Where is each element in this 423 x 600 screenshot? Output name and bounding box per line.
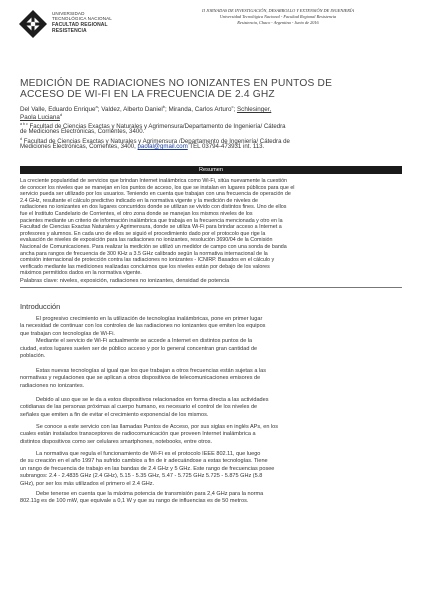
body-line: cotidianas de las personas próximas al cuerpo humano, es necesario el control de los niveles de <box>20 404 258 411</box>
email-link[interactable]: paolal@gmail.com <box>137 143 188 150</box>
abstract-line: verificado mediante las mediciones realizadas concluimos que los niveles están por debajo de los valores <box>20 263 270 270</box>
abstract-heading: Resumen <box>20 166 402 174</box>
body-line: Debe tenerse en cuenta que la máxima potencia de transmisión para 2,4 GHz para la norma <box>36 491 264 497</box>
abstract-line: fue el Instituto Candelario de Corrientes, el otro zona donde se manejan los mismos niveles de los <box>20 211 253 217</box>
abstract-line: evaluación de niveles de exposición para las radiaciones no ionizantes, resolución 3690/04 de la Comisión <box>20 237 273 244</box>
body-line: Mediante el servicio de Wi-Fi actualmente se accede a Internet en distintos puntos de la <box>36 338 253 345</box>
affiliation-1-cont: de Mediciones Electrónicas, Corrientes, 3400. <box>20 128 145 135</box>
paper-title-line: ACCESO DE WI-FI EN LA FRECUENCIA DE 2.4 GHZ <box>20 89 275 100</box>
abstract-line: pacientes mediante un criterio de información inalámbrica que trabaja en la frecuencia mencionada y otro en la <box>20 217 283 224</box>
abstract-line: Facultad de Ciencias Exactas Naturales y Agrimensura, donde se utiliza Wi-Fi para brindar acceso a Internet a <box>20 224 282 231</box>
body-line: cuales están instalados transceptores de radiocomunicación que proveen Internet inalámbrica a <box>20 431 256 438</box>
body-line: Debido al uso que se le da a estos dispositivos relacionados en forma directa a las actividades <box>36 397 269 403</box>
affiliation-2: $^d$ Facultad de Ciencias Exactas y Naturales y Agrimensura /Departamento de Ingeniería/ Cátedra de <box>20 137 290 146</box>
body-line: población. <box>20 353 46 359</box>
conference-line: II JORNADAS DE INVESTIGACIÓN, DESARROLLO Y EXTENSIÓN DE INGENIERÍA <box>202 8 354 13</box>
paper-title-line: MEDICIÓN DE RADIACIONES NO IONIZANTES EN PUNTOS DE <box>20 78 333 89</box>
body-line: distintos dispositivos como ser celulares smartphones, notebooks, entre otros. <box>20 438 213 445</box>
body-line: normativas y regulaciones que se aplican a otros dispositivos de telecomunicaciones emisores de <box>20 375 261 382</box>
section-heading: Introducción <box>20 302 61 311</box>
body-line: 802.11g es de 100 mW, que equivale a 0,1 W y que su rango de influencias es de 50 metros. <box>20 498 249 505</box>
institution-line: TECNOLÓGICA NACIONAL <box>52 16 112 21</box>
affiliation-1: $^{a b c}$ Facultad de Ciencias Exactas y Naturales y Agrimensura/Departamento de Ingeniería/ Cátedra <box>20 122 286 131</box>
faculty-line: RESISTENCIA <box>52 28 87 34</box>
keywords: Palabras clave: niveles, exposición, radiaciones no ionizantes, densidad de potencia <box>20 278 230 284</box>
authors-cont: Paola Luciana$^d$ <box>20 112 63 122</box>
abstract-line: de conocer los niveles que se manejan en los puntos de acceso, los que se instalan en lugares públicos para que el <box>20 184 295 191</box>
abstract-line: radiaciones no ionizantes en dos lugares concurridos donde se utilizan se vivido con distintos fines. Uno de ellos <box>20 204 287 211</box>
abstract-line: Nacional de Comunicaciones. Para realizar la medición se utilizó un medidor de campo con una sonda de banda <box>20 244 287 250</box>
body-line: la necesidad de continuar con los controles de las radiaciones no ionizantes que emiten los equipos <box>20 323 266 330</box>
conference-line: Universidad Tecnológica Nacional - Facultad Regional Resistencia <box>219 14 337 19</box>
university-logo <box>18 9 48 39</box>
abstract-line: servicio pueda ser utilizado por los usuarios. Teniendo en cuenta que trabajan con una frecuencia de operación de <box>20 191 291 198</box>
authors: Del Valle, Eduardo Enrique$^a$; Valdez, Alberto Daniel$^b$; Miranda, Carlos Arturo$^c$; Schlesinger, <box>20 104 272 114</box>
body-line: un rango de frecuencia de trabajo en las bandas de 2.4 GHz y 5 GHz. Este rango de frecuencias posee <box>20 465 275 472</box>
institution-line: UNIVERSIDAD <box>52 11 85 16</box>
body-line: Estas nuevas tecnologías al igual que los que trabajan a otros frecuencias están sujetas a las <box>36 368 267 374</box>
abstract-line: 2.4 GHz, resultante el cálculo predictivo indicado en la normativa vigente y la medición de niveles de <box>20 197 258 204</box>
section-divider <box>20 287 402 288</box>
abstract-line: comisión internacional de protección contra las radiaciones no ionizantes - ICNIRP. Basados en el cálculo y <box>20 257 275 264</box>
body-line: de su creación en el año 1997 ha sufrido cambios a fin de ir adecuándose a estas tecnologías. Tiene <box>20 458 268 465</box>
body-line: El progresivo crecimiento en la utilización de tecnologías inalámbricas, pone en primer lugar <box>36 316 263 322</box>
body-line: Se conoce a este servicio con las llamadas Puntos de Acceso, por sus siglas en inglés APs, en los <box>36 424 279 430</box>
abstract-line: ancha para rangos de frecuencia de 300 KHz a 3.5 GHz calibrado según la normativa internacional de la <box>20 250 268 257</box>
abstract-line: La creciente popularidad de servicios que brindan Internet inalámbrica como Wi-Fi, sitúa nuevamente la cuestión <box>20 178 288 184</box>
body-line: ciudad, estos lugares suelen ser de público acceso y por lo general concentran gran cantidad de <box>20 345 258 352</box>
faculty-line: FACULTAD REGIONAL <box>52 22 108 28</box>
body-line: subrangos: 2.4 - 2.4835 GHz (2.4 GHz), 5.15 - 5.35 GHz, 5.47 - 5.725 GHz 5.725 - 5.875 GHz (5.8 <box>20 473 263 480</box>
abstract-line: profesores y alumnos. En cada uno de ellos se siguió el procedimiento dado por el protocolo que rige la <box>20 230 266 237</box>
body-line: GHz), por ser los más utilizados el primero el 2.4 GHz. <box>20 480 155 487</box>
affiliation-2-cont: Mediciones Electrónicas, Corrientes, 3400, paolal@gmail.com TEL 03794-473931 int. 113. <box>20 143 265 150</box>
abstract-line: máximos permitidos dados en la normativa vigente. <box>20 270 142 277</box>
body-line: que trabajan con tecnologías de Wi-Fi. <box>20 330 115 337</box>
body-line: La normativa que regula el funcionamiento de Wi-Fi es el protocolo IEEE 802.11, que luego <box>36 451 261 457</box>
body-line: radiaciones no ionizantes. <box>20 382 85 389</box>
conference-line: Resistencia, Chaco - Argentina - Junio de 2016 <box>237 20 319 25</box>
body-line: señales que emiten a fin de evitar el crecimiento exponencial de los mismos. <box>20 411 209 418</box>
